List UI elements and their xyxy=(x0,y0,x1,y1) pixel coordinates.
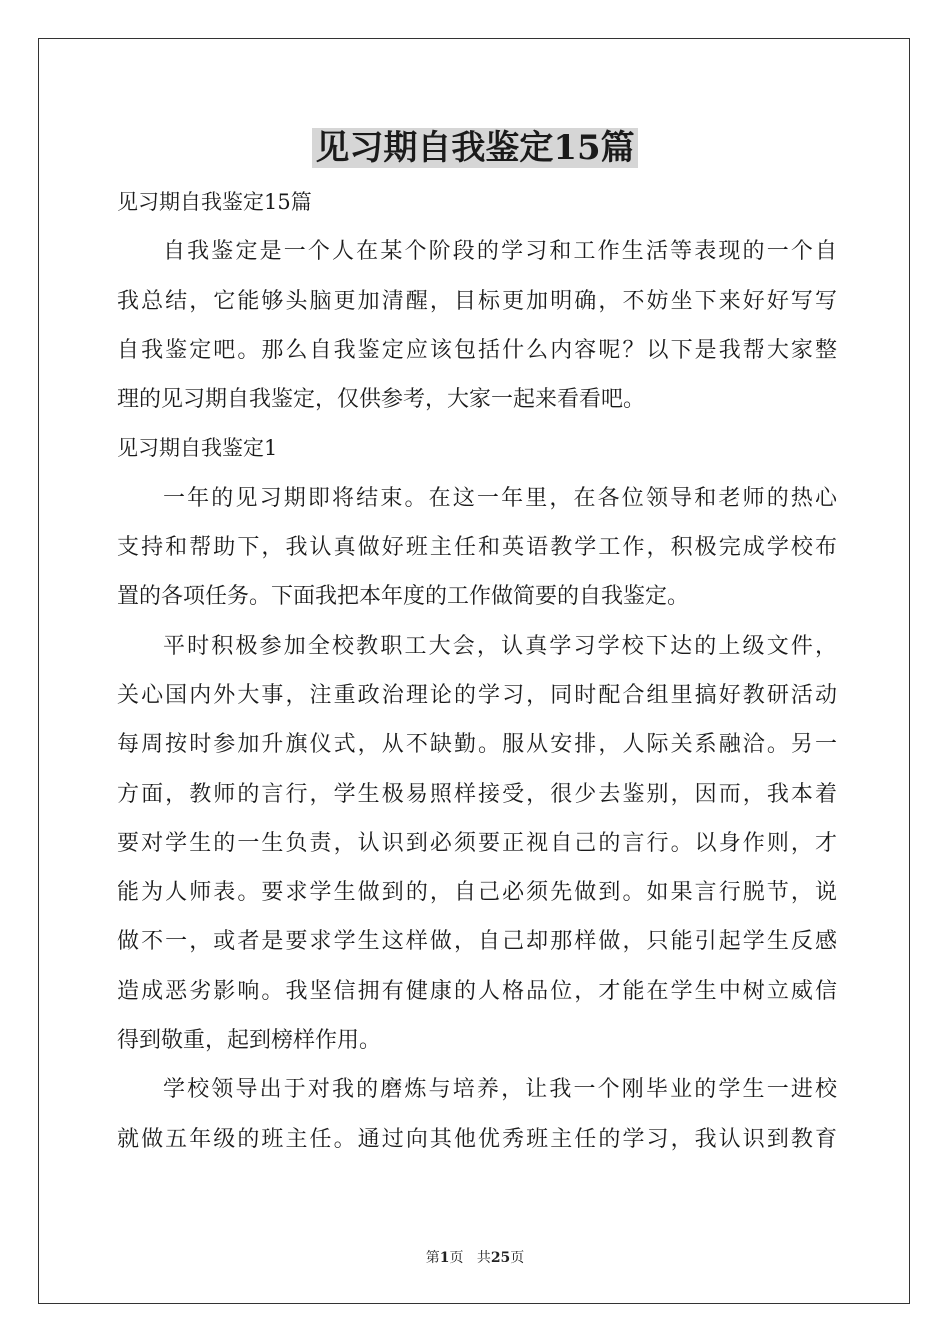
page-suffix: 页 xyxy=(449,1250,464,1266)
text-line: 我总结，它能够头脑更加清醒，目标更加明确，不妨坐下来好好写写 xyxy=(117,288,837,314)
page-number: 1 xyxy=(439,1250,450,1266)
text-line: 学校领导出于对我的磨炼与培养，让我一个刚毕业的学生一进校 xyxy=(163,1077,837,1103)
text-line: 造成恶劣影响。我坚信拥有健康的人格品位，才能在学生中树立威信 xyxy=(117,978,837,1004)
text-line: 做不一，或者是要求学生这样做，自己却那样做，只能引起学生反感 xyxy=(117,929,837,955)
section-heading: 见习期自我鉴定1 xyxy=(117,436,278,461)
page-footer xyxy=(0,1247,950,1267)
text-line: 一年的见习期即将结束。在这一年里，在各位领导和老师的热心 xyxy=(163,485,837,511)
text-line: 得到敬重，起到榜样作用。 xyxy=(117,1028,382,1054)
total-prefix: 共 xyxy=(476,1250,491,1266)
document-title xyxy=(0,124,950,172)
total-pages: 25 xyxy=(490,1250,511,1266)
section-heading: 见习期自我鉴定15篇 xyxy=(117,190,312,214)
text-line: 就做五年级的班主任。通过向其他优秀班主任的学习，我认识到教育 xyxy=(117,1126,837,1152)
text-line: 要对学生的一生负责，认识到必须要正视自己的言行。以身作则，才 xyxy=(117,830,837,856)
text-line: 理的见习期自我鉴定，仅供参考，大家一起来看看吧。 xyxy=(117,387,646,413)
page-prefix: 第 xyxy=(425,1250,440,1266)
text-line: 能为人师表。要求学生做到的，自己必须先做到。如果言行脱节，说 xyxy=(117,880,837,906)
title-text: 见习期自我鉴定15篇 xyxy=(312,128,637,168)
text-line: 关心国内外大事，注重政治理论的学习，同时配合组里搞好教研活动 xyxy=(117,682,837,708)
text-line: 平时积极参加全校教职工大会，认真学习学校下达的上级文件， xyxy=(163,633,837,659)
document-body xyxy=(117,178,837,1164)
text-line: 每周按时参加升旗仪式，从不缺勤。服从安排，人际关系融洽。另一 xyxy=(117,732,837,758)
text-line: 自我鉴定吧。那么自我鉴定应该包括什么内容呢？以下是我帮大家整 xyxy=(117,337,837,363)
text-line: 方面，教师的言行，学生极易照样接受，很少去鉴别，因而，我本着 xyxy=(117,781,837,807)
total-suffix: 页 xyxy=(510,1250,525,1266)
text-line: 支持和帮助下，我认真做好班主任和英语教学工作，积极完成学校布 xyxy=(117,535,837,561)
text-line: 置的各项任务。下面我把本年度的工作做简要的自我鉴定。 xyxy=(117,584,690,610)
text-line: 自我鉴定是一个人在某个阶段的学习和工作生活等表现的一个自 xyxy=(163,239,837,265)
